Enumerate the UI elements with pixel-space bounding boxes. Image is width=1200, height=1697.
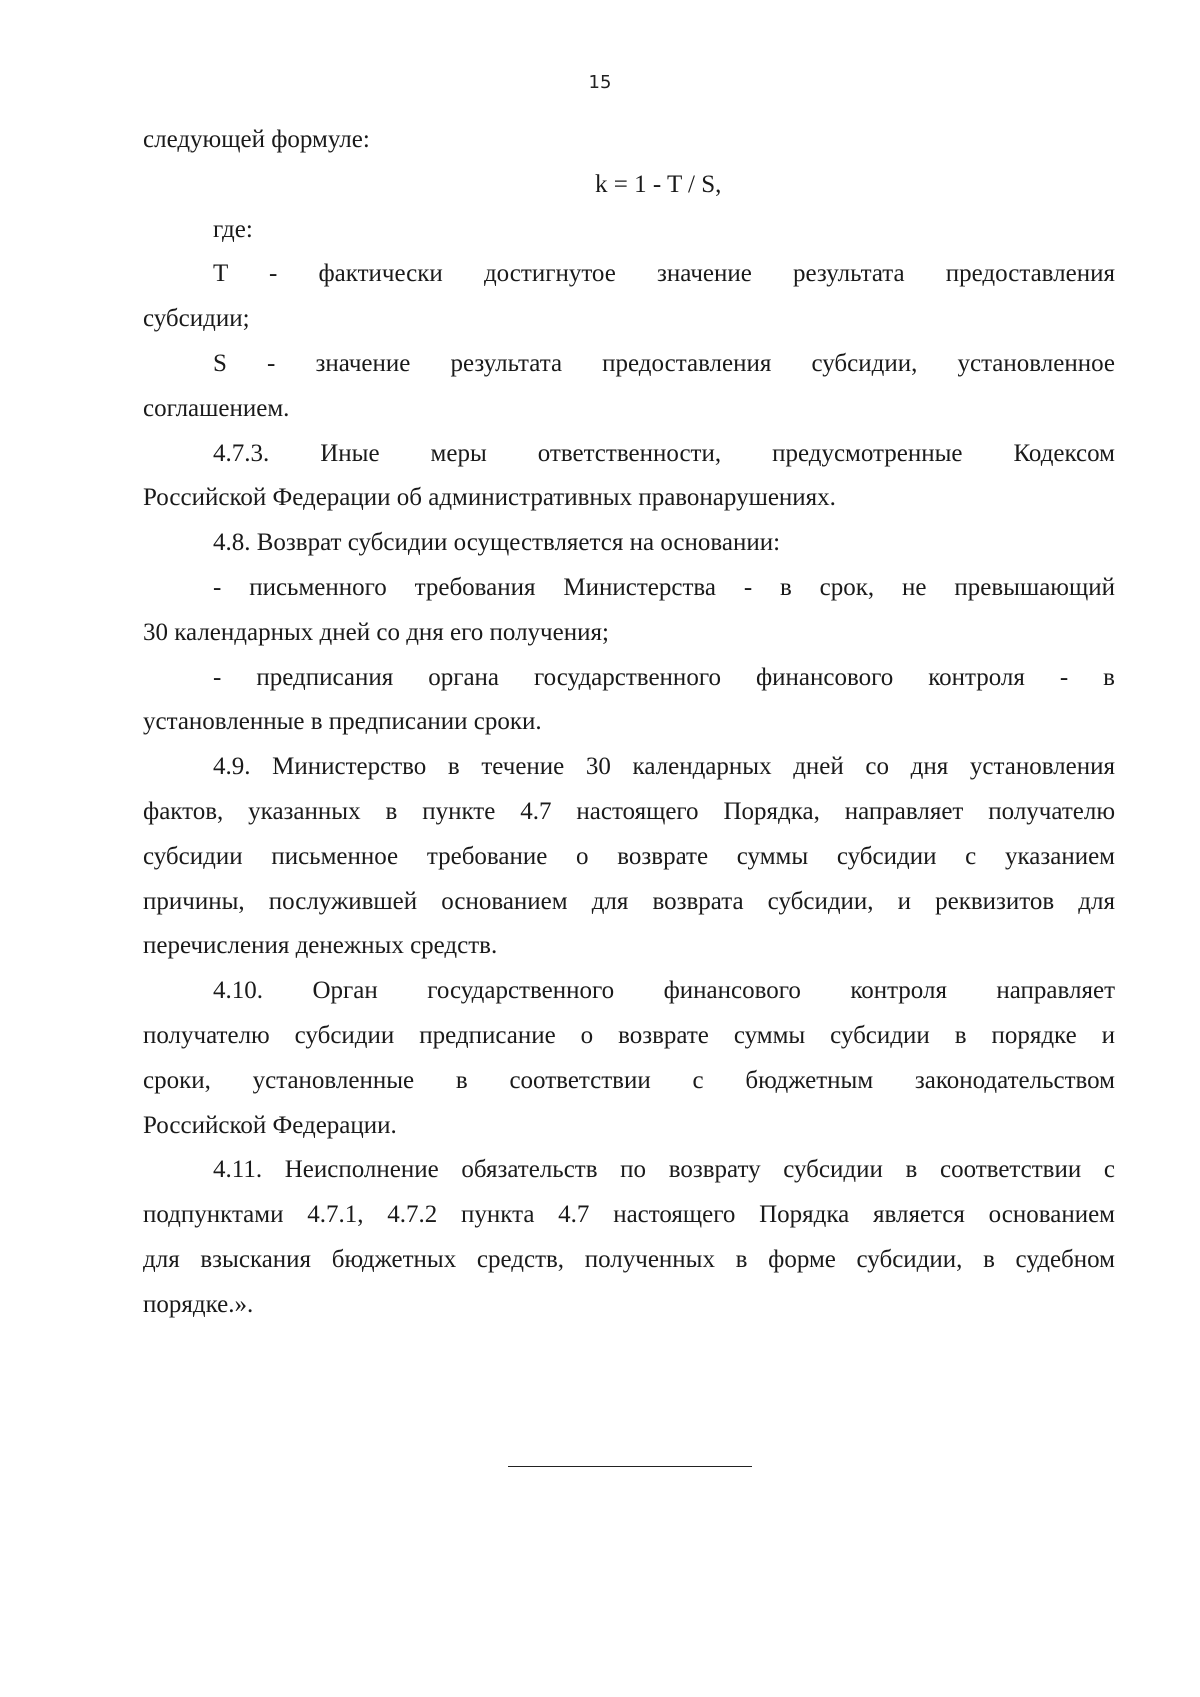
paragraph-line: подпунктами 4.7.1, 4.7.2 пункта 4.7 настоящего Порядка является основанием <box>143 1201 1115 1229</box>
definition-s-line: соглашением. <box>143 394 290 422</box>
definition-s-line: S - значение результата предоставления субсидии, установленное <box>213 349 1115 377</box>
paragraph-4-7-3 <box>143 432 1115 522</box>
definition-t <box>143 252 1115 342</box>
document-body <box>143 118 1115 1328</box>
paragraph-line: перечисления денежных средств. <box>143 932 498 960</box>
paragraph-line: для взыскания бюджетных средств, полученных в форме субсидии, в судебном <box>143 1245 1115 1273</box>
paragraph-line: фактов, указанных в пункте 4.7 настоящего Порядка, направляет получателю <box>143 797 1115 825</box>
paragraph-line: субсидии письменное требование о возврате суммы субсидии с указанием <box>143 842 1115 870</box>
paragraph-line: 4.10. Орган государственного финансового контроля направляет <box>213 977 1115 1005</box>
paragraph-line: порядке.». <box>143 1290 254 1318</box>
paragraph-line: сроки, установленные в соответствии с бюджетным законодательством <box>143 1066 1115 1094</box>
list-item-control-order <box>143 656 1115 746</box>
definition-t-line: субсидии; <box>143 305 250 333</box>
paragraph-4-8 <box>143 521 1115 566</box>
paragraph-line: Российской Федерации. <box>143 1111 397 1139</box>
page-number: 15 <box>588 72 612 93</box>
list-item-line: - предписания органа государственного финансового контроля - в <box>213 663 1115 691</box>
definition-s <box>143 342 1115 432</box>
intro-line: следующей формуле: <box>143 126 370 153</box>
paragraph-line: 4.9. Министерство в течение 30 календарных дней со дня установления <box>213 753 1115 781</box>
list-item-line: - письменного требования Министерства - в срок, не превышающий <box>213 573 1115 601</box>
paragraph-line: 4.7.3. Иные меры ответственности, предусмотренные Кодексом <box>213 439 1115 467</box>
paragraph-line: причины, послужившей основанием для возврата субсидии, и реквизитов для <box>143 887 1115 915</box>
list-item-line: установленные в предписании сроки. <box>143 708 542 736</box>
formula: k = 1 - T / S, <box>595 170 722 198</box>
list-item-written-request <box>143 566 1115 656</box>
paragraph-line: 4.8. Возврат субсидии осуществляется на основании: <box>213 529 781 557</box>
definition-t-line: T - фактически достигнутое значение результата предоставления <box>213 260 1115 288</box>
end-of-document-rule <box>508 1466 752 1467</box>
paragraph-4-10 <box>143 969 1115 1148</box>
paragraph-line: 4.11. Неисполнение обязательств по возврату субсидии в соответствии с <box>213 1156 1115 1184</box>
list-item-line: 30 календарных дней со дня его получения; <box>143 618 609 646</box>
paragraph-line: Российской Федерации об административных правонарушениях. <box>143 484 836 512</box>
where-label: где: <box>213 215 253 243</box>
paragraph-4-9 <box>143 745 1115 969</box>
paragraph-4-11 <box>143 1148 1115 1327</box>
paragraph-line: получателю субсидии предписание о возврате суммы субсидии в порядке и <box>143 1021 1115 1049</box>
